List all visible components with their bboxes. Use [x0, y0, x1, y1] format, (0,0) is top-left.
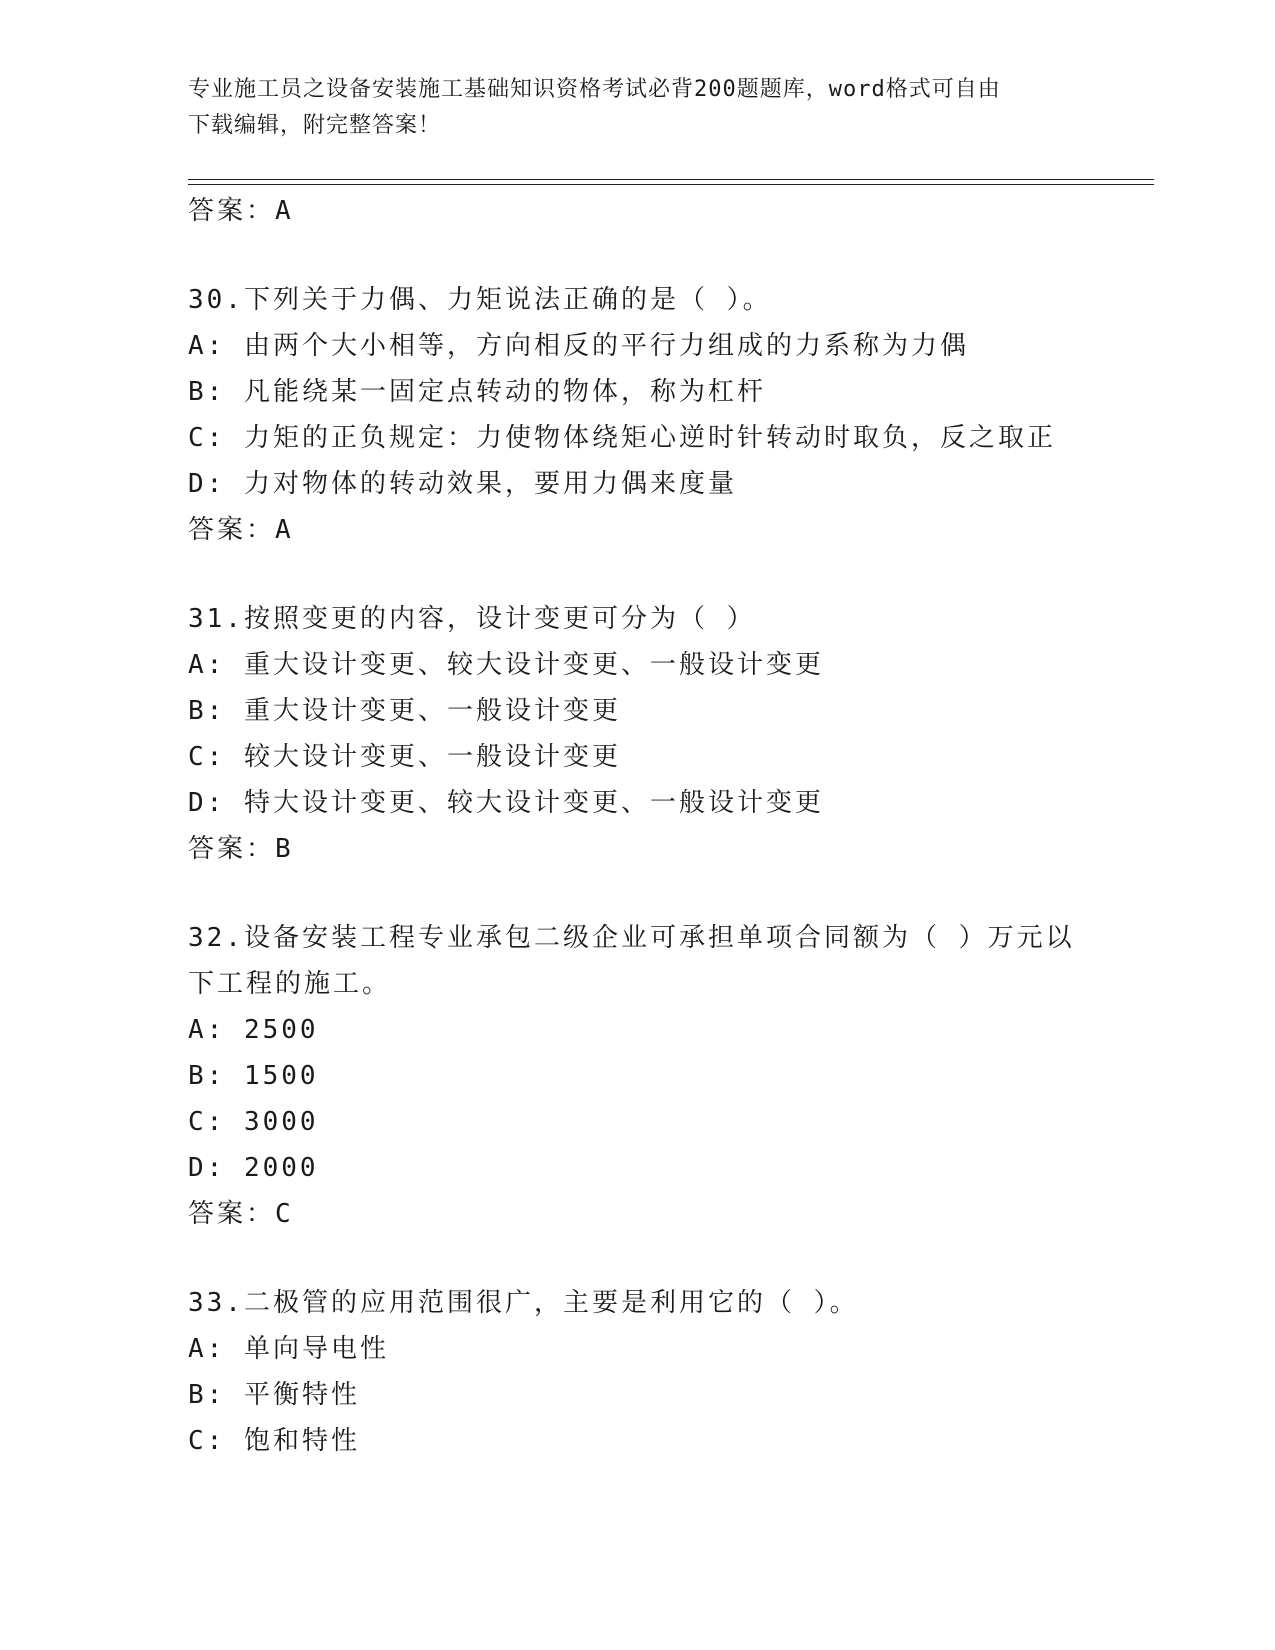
option-c: C: 3000 [188, 1107, 319, 1137]
question-stem: 30.下列关于力偶、力矩说法正确的是（ ）。 [188, 285, 772, 315]
option-b: B: 重大设计变更、一般设计变更 [188, 696, 621, 726]
question-stem-continued: 下工程的施工。 [188, 969, 392, 999]
spacer [188, 553, 1088, 596]
header-divider-top [188, 179, 1154, 180]
question-block [188, 596, 1088, 872]
option-d: D: 力对物体的转动效果，要用力偶来度量 [188, 469, 737, 499]
option-b: B: 凡能绕某一固定点转动的物体，称为杠杆 [188, 377, 766, 407]
spacer [188, 872, 1088, 915]
document-header [188, 72, 1088, 144]
option-c: C: 饱和特性 [188, 1426, 360, 1456]
option-d: D: 2000 [188, 1153, 319, 1183]
spacer [188, 1237, 1088, 1280]
question-block [188, 915, 1088, 1237]
option-a: A: 单向导电性 [188, 1334, 389, 1364]
header-divider-bottom [188, 184, 1154, 185]
previous-answer: 答案：A [188, 196, 294, 226]
header-intro-line-2: 下载编辑，附完整答案！ [188, 113, 442, 138]
answer: 答案：C [188, 1199, 294, 1229]
option-d: D: 特大设计变更、较大设计变更、一般设计变更 [188, 788, 824, 818]
header-intro-line-1: 专业施工员之设备安装施工基础知识资格考试必背200题题库，word格式可自由 [188, 77, 1001, 102]
question-block [188, 277, 1088, 553]
question-stem: 32.设备安装工程专业承包二级企业可承担单项合同额为（ ）万元以 [188, 923, 1075, 953]
question-stem: 33.二极管的应用范围很广，主要是利用它的（ ）。 [188, 1288, 859, 1318]
answer: 答案：A [188, 515, 294, 545]
option-c: C: 力矩的正负规定：力使物体绕矩心逆时针转动时取负，反之取正 [188, 423, 1056, 453]
question-block [188, 1280, 1088, 1464]
spacer [188, 234, 1088, 277]
question-list [188, 188, 1088, 1464]
option-c: C: 较大设计变更、一般设计变更 [188, 742, 621, 772]
option-a: A: 重大设计变更、较大设计变更、一般设计变更 [188, 650, 824, 680]
option-a: A: 2500 [188, 1015, 319, 1045]
question-stem: 31.按照变更的内容，设计变更可分为（ ） [188, 604, 756, 634]
option-a: A: 由两个大小相等，方向相反的平行力组成的力系称为力偶 [188, 331, 969, 361]
option-b: B: 1500 [188, 1061, 319, 1091]
answer: 答案：B [188, 834, 294, 864]
option-b: B: 平衡特性 [188, 1380, 360, 1410]
